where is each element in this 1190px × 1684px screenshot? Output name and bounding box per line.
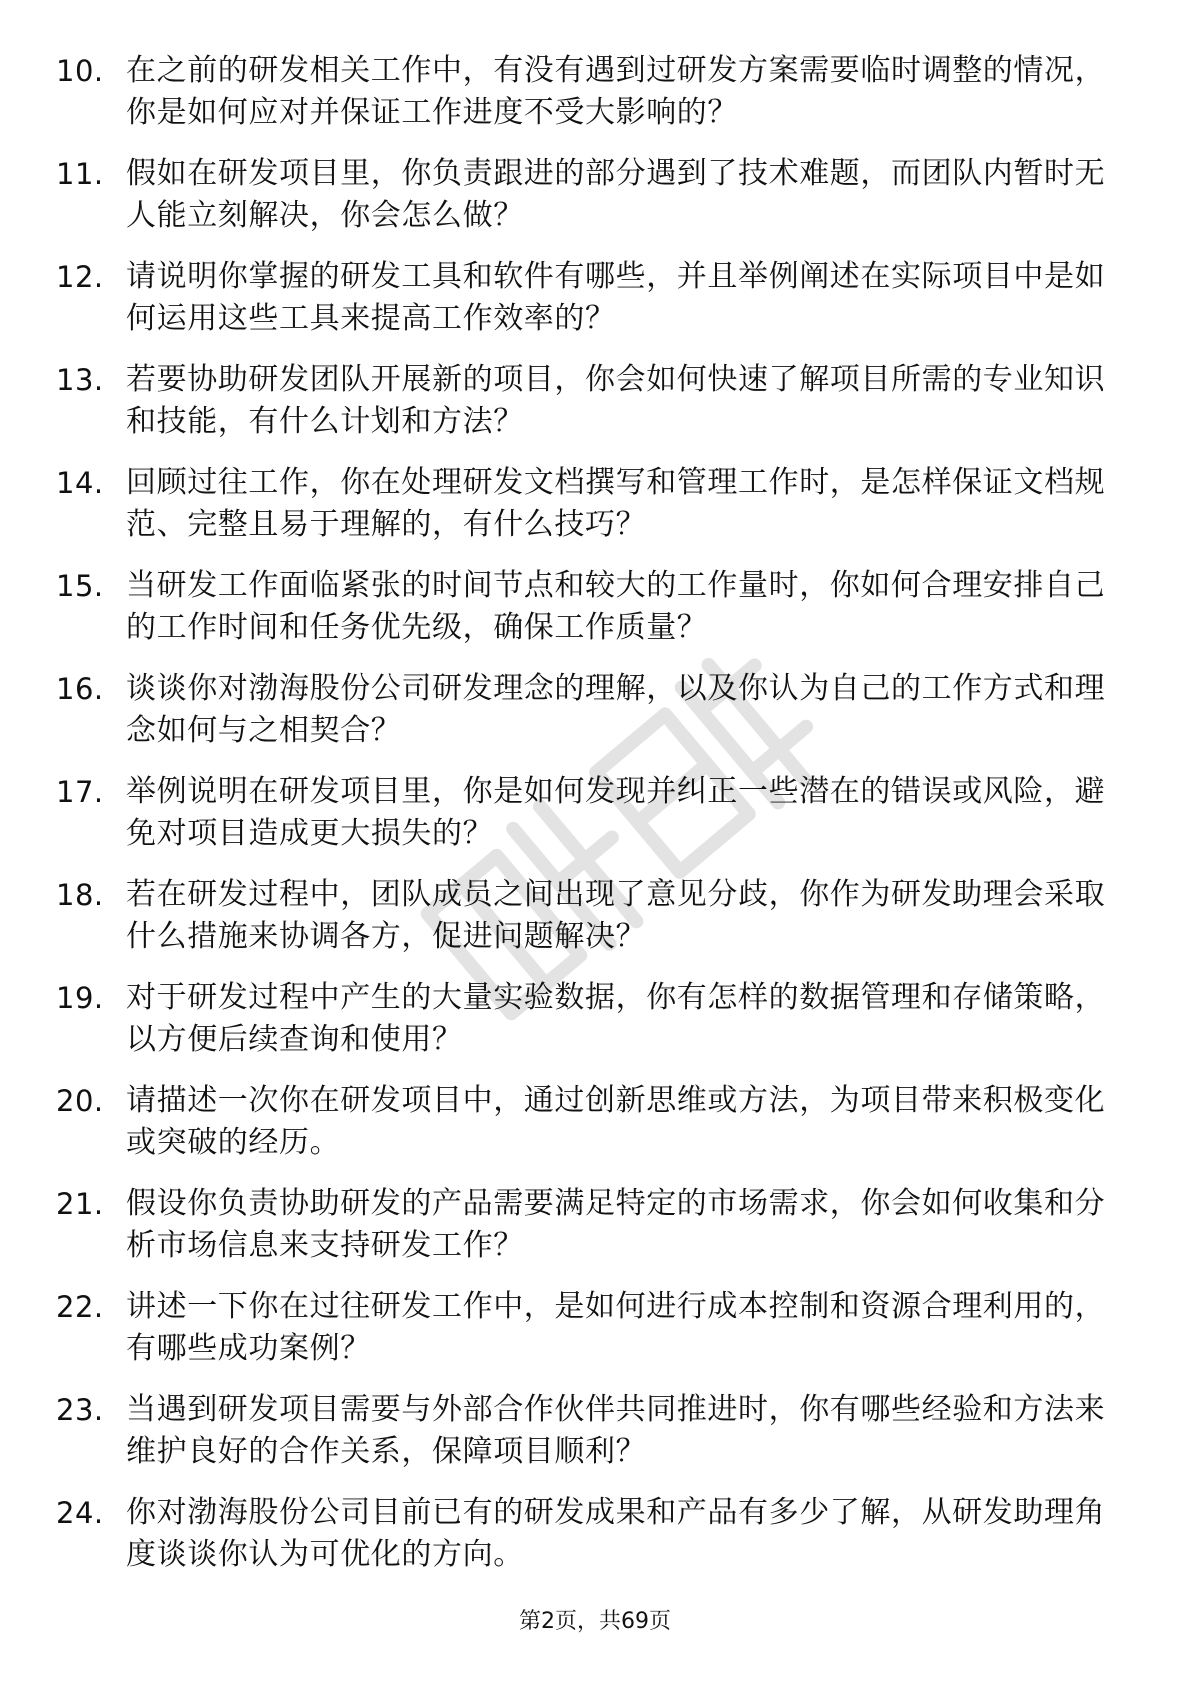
- question-item: [56, 462, 1136, 546]
- question-item: [56, 565, 1136, 649]
- question-text: 请描述一次你在研发项目中，通过创新思维或方法，为项目带来积极变化或突破的经历。: [126, 1083, 1106, 1160]
- question-item: [56, 771, 1136, 855]
- question-text: 请说明你掌握的研发工具和软件有哪些，并且举例阐述在实际项目中是如何运用这些工具来提高工作效率的？: [126, 259, 1106, 336]
- question-text: 若要协助研发团队开展新的项目，你会如何快速了解项目所需的专业知识和技能，有什么计划和方法？: [126, 362, 1106, 439]
- question-item: [56, 1286, 1136, 1370]
- question-item: [56, 874, 1136, 958]
- question-number: 20.: [56, 1084, 104, 1118]
- page-number-label: 第2页，共69页: [519, 1609, 671, 1634]
- question-number: 16.: [56, 672, 104, 706]
- question-number: 23.: [56, 1393, 104, 1427]
- question-text: 若在研发过程中，团队成员之间出现了意见分歧，你作为研发助理会采取什么措施来协调各方，促进问题解决？: [126, 877, 1106, 954]
- question-text: 回顾过往工作，你在处理研发文档撰写和管理工作时，是怎样保证文档规范、完整且易于理解的，有什么技巧？: [126, 465, 1106, 542]
- question-text: 对于研发过程中产生的大量实验数据，你有怎样的数据管理和存储策略，以方便后续查询和使用？: [126, 980, 1106, 1057]
- question-text: 你对渤海股份公司目前已有的研发成果和产品有多少了解，从研发助理角度谈谈你认为可优化的方向。: [126, 1495, 1106, 1572]
- question-text: 当遇到研发项目需要与外部合作伙伴共同推进时，你有哪些经验和方法来维护良好的合作关系，保障项目顺利？: [126, 1392, 1106, 1469]
- question-item: [56, 1389, 1136, 1473]
- question-text: 谈谈你对渤海股份公司研发理念的理解，以及你认为自己的工作方式和理念如何与之相契合？: [126, 671, 1106, 748]
- question-number: 11.: [56, 157, 104, 191]
- question-number: 19.: [56, 981, 104, 1015]
- question-number: 21.: [56, 1187, 104, 1221]
- question-item: [56, 1492, 1136, 1576]
- question-number: 10.: [56, 54, 104, 88]
- question-text: 当研发工作面临紧张的时间节点和较大的工作量时，你如何合理安排自己的工作时间和任务优先级，确保工作质量？: [126, 568, 1106, 645]
- question-text: 在之前的研发相关工作中，有没有遇到过研发方案需要临时调整的情况，你是如何应对并保证工作进度不受大影响的？: [126, 53, 1106, 130]
- question-item: [56, 359, 1136, 443]
- question-text: 假如在研发项目里，你负责跟进的部分遇到了技术难题，而团队内暂时无人能立刻解决，你会怎么做？: [126, 156, 1106, 233]
- question-text: 假设你负责协助研发的产品需要满足特定的市场需求，你会如何收集和分析市场信息来支持研发工作？: [126, 1186, 1106, 1263]
- question-number: 17.: [56, 775, 104, 809]
- question-list: [56, 50, 1136, 1595]
- question-number: 13.: [56, 363, 104, 397]
- question-item: [56, 977, 1136, 1061]
- question-item: [56, 50, 1136, 134]
- question-text: 举例说明在研发项目里，你是如何发现并纠正一些潜在的错误或风险，避免对项目造成更大损失的？: [126, 774, 1106, 851]
- question-number: 15.: [56, 569, 104, 603]
- question-item: [56, 1183, 1136, 1267]
- question-item: [56, 668, 1136, 752]
- question-number: 12.: [56, 260, 104, 294]
- question-number: 18.: [56, 878, 104, 912]
- question-item: [56, 1080, 1136, 1164]
- question-item: [56, 256, 1136, 340]
- question-text: 讲述一下你在过往研发工作中，是如何进行成本控制和资源合理利用的，有哪些成功案例？: [126, 1289, 1106, 1366]
- page-footer: [0, 1607, 1190, 1637]
- question-item: [56, 153, 1136, 237]
- question-number: 24.: [56, 1496, 104, 1530]
- question-number: 22.: [56, 1290, 104, 1324]
- question-number: 14.: [56, 466, 104, 500]
